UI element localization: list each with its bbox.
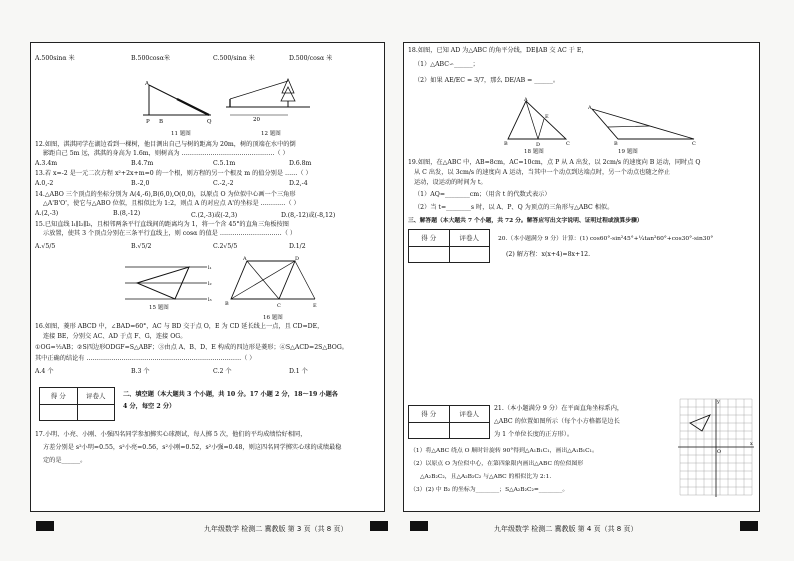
q14-option-a: A.(2,-3) <box>35 210 59 217</box>
svg-text:Q: Q <box>207 119 212 125</box>
q18-line-1: 18.如图，已知 AD 为△ABC 的角平分线，DE∥AB 交 AC 于 E， <box>408 47 588 54</box>
left-page <box>30 42 385 512</box>
svg-text:l₁: l₁ <box>208 265 212 271</box>
grader-cell <box>77 405 115 421</box>
q17-line-1: 17.小明、小亮、小刚、小强四名同学参加掷实心球测试，每人掷 5 次，他们的平均成绩恰好相同， <box>35 431 307 438</box>
svg-text:A: A <box>524 97 528 103</box>
figure-12 <box>226 75 316 131</box>
q16-line-1: 16.如图，菱形 ABCD 中，∠BAD=60°，AC 与 BD 交于点 O，E 为 CD 延长线上一点，且 CD=DE， <box>35 323 324 330</box>
q19-line-5: （2）当 t=________s 时，以 A、P、Q 为顶点的三角形与△ABC 相似。 <box>414 204 614 211</box>
figure-15-caption: 15 题图 <box>149 305 169 311</box>
svg-text:P: P <box>146 119 150 125</box>
q13-option-d: D.2,-4 <box>289 180 308 187</box>
q15-line-1: 15.已知直线 l₁∥l₂∥l₃，且相邻两条平行直线间的距离均为 1，将一个含 45°的直角三角板按图 <box>35 221 289 228</box>
right-page-footer: 九年级数学 检测二 冀教版 第 4 页（共 8 页） <box>494 525 638 533</box>
q16-line-2: 连接 BE，分别交 AC、AD 于点 F、G，连接 OG。 <box>43 333 187 340</box>
q16-line-3: ①OG=½AB；②S四边形ODGF=S△ABF；③由点 A、B、D、E 构成的四边形是菱形；④S△ACD=2S△BOG。 <box>35 344 348 351</box>
q19-line-4: （1）AQ=________cm；（用含 t 的代数式表示） <box>414 191 551 198</box>
svg-text:C: C <box>277 303 281 309</box>
svg-text:B: B <box>159 119 164 125</box>
svg-text:C: C <box>566 141 570 147</box>
figure-16-caption: 16 题图 <box>263 315 283 321</box>
figure-18-caption: 18 题图 <box>524 149 544 155</box>
q21-part-1: （1）将△ABC 绕点 O 顺时针旋转 90°得到△A₁B₁C₁，画出△A₁B₁C₁。 <box>410 448 598 454</box>
q17-line-3: 定的是______。 <box>43 457 87 464</box>
figure-21-grid <box>676 397 756 501</box>
q12-option-b: B.4.7m <box>131 160 154 167</box>
registration-mark <box>410 521 428 531</box>
q21-part-2-line-2: △A₂B₂C₂，且△A₂B₂C₂ 与△ABC 的相似比为 2:1. <box>420 474 552 480</box>
q16-option-d: D.1 个 <box>289 368 308 375</box>
q16-option-b: B.3 个 <box>131 368 150 375</box>
right-page <box>403 42 760 512</box>
q15-option-d: D.1/2 <box>289 243 306 250</box>
section-2-title-line-2: 4 分，每空 2 分） <box>123 403 176 410</box>
figure-12-width-label: 20 <box>253 117 260 123</box>
figure-11 <box>141 81 231 129</box>
svg-text:A: A <box>588 105 592 111</box>
svg-text:A: A <box>145 81 149 87</box>
q16-option-a: A.4 个 <box>35 368 54 375</box>
q13-option-c: C.-2,-2 <box>213 180 234 187</box>
q11-option-d: D.500/cosα 米 <box>289 55 333 62</box>
svg-text:O: O <box>717 449 722 455</box>
q11-option-c: C.500/sinα 米 <box>213 55 255 62</box>
q13-option-b: B.-2,0 <box>131 180 150 187</box>
svg-text:E: E <box>545 114 549 120</box>
score-cell <box>40 405 77 421</box>
q11-option-a: A.500sinα 米 <box>35 55 75 62</box>
q14-option-c: C.(2,-3)或(-2,3) <box>191 212 238 219</box>
q14-line-2: △A'B'O'，使它与△ABO 位似，且相似比为 1:2，则点 A 的对应点 A'的坐标是 …………（ ） <box>43 200 300 207</box>
figure-16 <box>221 255 321 311</box>
q12-line-2: 影距自己 5m 远，淇淇的身高为 1.6m，则树高为 ………………………………………（ ） <box>43 150 289 157</box>
grader-cell <box>449 247 490 263</box>
svg-text:x: x <box>750 441 753 447</box>
registration-mark <box>370 521 388 531</box>
svg-text:B: B <box>614 141 618 145</box>
q16-line-4: 其中正确的结论有 …………………………………………………………………（ ） <box>35 355 256 362</box>
q19-line-2: 从 C 出发，以 3cm/s 的速度向 A 运动，当其中一个动点到达端点时，另一个动点也随之停止 <box>414 169 671 176</box>
q20-part-2: (2) 解方程：x(x+4)=8x+12. <box>506 251 591 258</box>
grader-label: 评卷人 <box>77 388 115 404</box>
score-label: 得 分 <box>50 392 66 401</box>
q21-line-2: △ABC 的位置如图所示（每个小方格都是边长 <box>494 418 620 425</box>
q15-line-2: 示放置，使其 3 个顶点分别在三条平行直线上，则 cosα 的值是 …………………………（ ） <box>43 230 297 237</box>
q14-line-1: 14.△ABO 三个顶点的坐标分别为 A(4,-6),B(6,0),O(0,0)，以原点 O 为位似中心画一个三角形 <box>35 191 296 198</box>
svg-text:C: C <box>692 141 696 145</box>
svg-text:l₂: l₂ <box>208 281 212 287</box>
q15-option-c: C.2√5/5 <box>213 243 238 250</box>
figure-19-caption: 19 题图 <box>618 149 638 155</box>
svg-text:B: B <box>504 141 508 147</box>
q21-part-3: （3）(2) 中 B₂ 的坐标为________；S△A₂B₂C₂=________。 <box>410 487 569 493</box>
q21-line-1: 21.（本小题满分 9 分）在平面直角坐标系内， <box>494 405 624 412</box>
figure-19 <box>588 105 698 145</box>
grader-label: 评卷人 <box>449 230 490 246</box>
svg-text:B: B <box>225 301 229 307</box>
grader-label: 评卷人 <box>449 406 490 422</box>
figure-15 <box>123 257 213 323</box>
registration-mark <box>36 521 54 531</box>
q15-option-b: B.√5/2 <box>131 243 152 250</box>
registration-mark <box>740 521 758 531</box>
svg-text:D: D <box>295 256 300 262</box>
q11-option-b: B.500cosα米 <box>131 55 171 62</box>
figure-18 <box>504 97 574 147</box>
q18-line-2: （1）△ABC∽______； <box>414 61 479 68</box>
q13-option-a: A.0,-2 <box>35 180 54 187</box>
q17-line-2: 方差分别是 s²小明=0.55，s²小亮=0.56，s²小刚=0.52，s²小强=0.48，则这四名同学掷实心球的成绩最稳 <box>43 444 342 451</box>
q19-line-3: 运动，设运动的时间为 t。 <box>414 179 487 186</box>
q13-stem: 13.若 x=-2 是一元二次方程 x²+2x+m=0 的一个根，则方程的另一个根及 m 的值分别是 ……（ ） <box>35 170 312 177</box>
q20-part-1: 20.（本小题满分 9 分）计算：(1) cos60°-sin²45°+¼tan²60°+cos30°-sin30° <box>498 236 714 242</box>
q18-line-3: （2）如果 AE/EC = 3/7，那么 DE/AB = ______。 <box>414 77 560 84</box>
score-box-section-2 <box>39 387 115 421</box>
q21-line-3: 为 1 个单位长度的正方形）。 <box>494 431 574 438</box>
score-label: 得 分 <box>421 234 437 243</box>
q12-option-c: C.5.1m <box>213 160 236 167</box>
q12-option-d: D.6.8m <box>289 160 312 167</box>
left-page-footer: 九年级数学 检测二 冀教版 第 3 页（共 8 页） <box>204 525 348 533</box>
figure-12-caption: 12 题图 <box>261 131 281 137</box>
q14-option-d: D.(8,-12)或(-8,12) <box>281 212 336 219</box>
figure-11-caption: 11 题图 <box>171 131 191 137</box>
q16-option-c: C.2 个 <box>213 368 232 375</box>
q19-line-1: 19.如图，在△ABC 中，AB=8cm，AC=10cm，点 P 从 A 出发，以 2cm/s 的速度向 B 运动，同时点 Q <box>408 159 701 166</box>
section-3-title: 三、解答题（本大题共 7 个小题，共 72 分。解答应写出文字说明、证明过程或演算步骤） <box>408 218 643 224</box>
q12-line-1: 12.如图，淇淇同学在湖边看到一棵树，他目测出自己与树的距离为 20m，树的顶端在水中的倒 <box>35 141 296 148</box>
q15-option-a: A.√5/5 <box>35 243 56 250</box>
svg-text:y: y <box>717 399 720 405</box>
score-cell <box>409 247 449 263</box>
score-box-q21 <box>408 405 490 439</box>
svg-text:D: D <box>536 142 541 147</box>
svg-text:E: E <box>313 303 317 309</box>
score-cell <box>409 423 449 439</box>
svg-text:l₃: l₃ <box>208 297 212 303</box>
score-box-q20 <box>408 229 490 263</box>
q14-option-b: B.(8,-12) <box>113 210 141 217</box>
q12-option-a: A.3.4m <box>35 160 58 167</box>
svg-text:A: A <box>243 256 247 262</box>
grader-cell <box>449 423 490 439</box>
q21-part-2-line-1: （2）以原点 O 为位似中心，在第四象限内画出△ABC 的位似图形 <box>410 461 584 467</box>
score-label: 得 分 <box>421 410 437 419</box>
section-2-title-line-1: 二、填空题（本大题共 3 个小题，共 10 分。17 小题 2 分，18～19 小题各 <box>123 391 338 398</box>
